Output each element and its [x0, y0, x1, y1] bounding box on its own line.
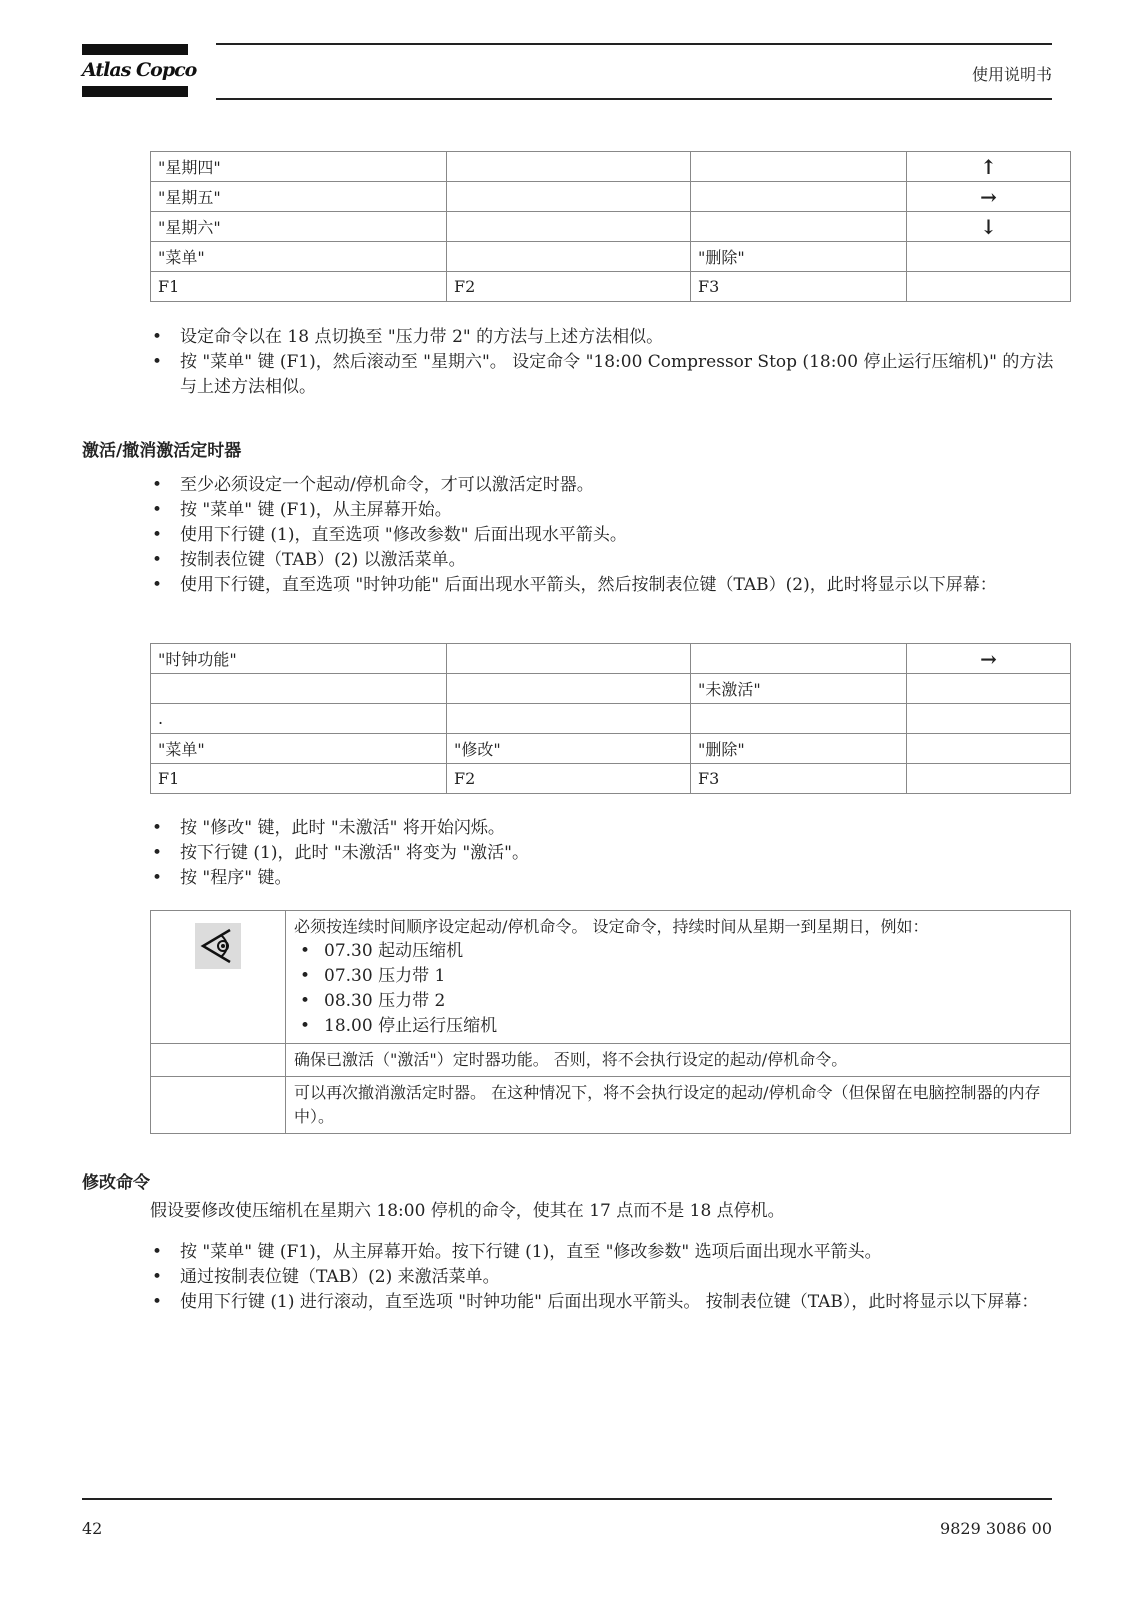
table-cell: F1	[151, 272, 447, 302]
note-row	[151, 911, 1071, 1044]
table-cell	[447, 644, 691, 674]
table-cell: "星期五"	[151, 182, 447, 212]
footer-rule	[82, 1498, 1052, 1500]
arrow-right-icon: →	[907, 644, 1071, 674]
table-row	[151, 152, 1071, 182]
table-cell	[691, 704, 907, 734]
arrow-right-icon: →	[907, 182, 1071, 212]
list-item: • 至少必须设定一个起动/停机命令，才可以激活定时器。	[150, 473, 1055, 498]
table-cell	[907, 242, 1071, 272]
bullet-list-2	[150, 473, 1055, 598]
table-row	[151, 644, 1071, 674]
table-cell: F3	[691, 764, 907, 794]
list-item: • 按下行键 (1)，此时 "未激活" 将变为 "激活"。	[150, 841, 1055, 866]
list-item: • 按 "修改" 键，此时 "未激活" 将开始闪烁。	[150, 816, 1055, 841]
list-item: • 按 "菜单" 键 (F1)，然后滚动至 "星期六"。 设定命令 "18:00 Compressor Stop (18:00 停止运行压缩机)" 的方法与上述方法相似。	[150, 350, 1055, 400]
table-cell: F2	[447, 272, 691, 302]
eye-note-icon-svg	[195, 923, 241, 969]
list-item: • 使用下行键 (1) 进行滚动，直至选项 "时钟功能" 后面出现水平箭头。 按制表位键（TAB），此时将显示以下屏幕：	[150, 1290, 1055, 1315]
page-number: 42	[82, 1519, 103, 1538]
table-row	[151, 764, 1071, 794]
table-cell: F3	[691, 272, 907, 302]
list-item: • 使用下行键，直至选项 "时钟功能" 后面出现水平箭头，然后按制表位键（TAB）(2)，此时将显示以下屏幕：	[150, 573, 1055, 598]
table-cell: "未激活"	[691, 674, 907, 704]
table-cell	[691, 182, 907, 212]
table-cell	[447, 242, 691, 272]
table-cell: "删除"	[691, 734, 907, 764]
logo-wordmark: Atlas Copco	[82, 59, 197, 81]
table-cell	[691, 152, 907, 182]
table-cell	[447, 674, 691, 704]
note-deactivation-info: 可以再次撤消激活定时器。 在这种情况下，将不会执行设定的起动/停机命令（但保留在电脑控制器的内存中）。	[286, 1077, 1071, 1134]
table-row	[151, 272, 1071, 302]
note-content	[286, 911, 1071, 1044]
table-cell	[907, 704, 1071, 734]
table-cell: "菜单"	[151, 734, 447, 764]
document-number: 9829 3086 00	[940, 1519, 1052, 1538]
header-rule-bottom	[216, 98, 1052, 100]
table-cell: F1	[151, 764, 447, 794]
table-cell: "修改"	[447, 734, 691, 764]
table-row	[151, 734, 1071, 764]
note-row	[151, 1077, 1071, 1134]
note-icon-cell	[151, 911, 286, 1044]
bullet-list-1	[150, 325, 1055, 400]
logo-bar-top	[82, 44, 188, 55]
table-cell	[907, 734, 1071, 764]
header-rule-top	[216, 43, 1052, 45]
table-cell	[907, 272, 1071, 302]
table-cell: "菜单"	[151, 242, 447, 272]
list-item: • 设定命令以在 18 点切换至 "压力带 2" 的方法与上述方法相似。	[150, 325, 1055, 350]
table-row	[151, 704, 1071, 734]
table-cell	[691, 644, 907, 674]
table-cell: "星期四"	[151, 152, 447, 182]
table-cell	[907, 764, 1071, 794]
table-cell: "时钟功能"	[151, 644, 447, 674]
table-cell: "删除"	[691, 242, 907, 272]
table-cell	[907, 674, 1071, 704]
bullet-list-3	[150, 816, 1055, 891]
table-row	[151, 182, 1071, 212]
list-item: • 使用下行键 (1)，直至选项 "修改参数" 后面出现水平箭头。	[150, 523, 1055, 548]
table-cell: F2	[447, 764, 691, 794]
note-row	[151, 1044, 1071, 1077]
table-cell	[691, 212, 907, 242]
section-heading-modify-command: 修改命令	[82, 1173, 150, 1193]
table-cell	[447, 152, 691, 182]
list-item: • 通过按制表位键（TAB）(2) 来激活菜单。	[150, 1265, 1055, 1290]
note-intro: 必须按连续时间顺序设定起动/停机命令。 设定命令，持续时间从星期一到星期日，例如：	[294, 917, 929, 936]
bullet-list-4	[150, 1240, 1055, 1315]
arrow-down-icon: ↓	[907, 212, 1071, 242]
table-cell	[151, 674, 447, 704]
list-item: • 按 "菜单" 键 (F1)，从主屏幕开始。按下行键 (1)，直至 "修改参数" 选项后面出现水平箭头。	[150, 1240, 1055, 1265]
list-item: • 18.00 停止运行压缩机	[294, 1014, 1062, 1039]
note-activation-warning: 确保已激活（"激活"）定时器功能。 否则，将不会执行设定的起动/停机命令。	[286, 1044, 1071, 1077]
table-row	[151, 674, 1071, 704]
eye-note-icon	[195, 923, 241, 969]
list-item: • 07.30 压力带 1	[294, 964, 1062, 989]
logo-bar-bottom	[82, 86, 188, 97]
table-cell	[447, 212, 691, 242]
note-empty-cell	[151, 1044, 286, 1077]
note-empty-cell	[151, 1077, 286, 1134]
table-cell	[447, 182, 691, 212]
note-example-list	[294, 939, 1062, 1039]
list-item: • 按 "程序" 键。	[150, 866, 1055, 891]
table-row	[151, 212, 1071, 242]
list-item: • 按 "菜单" 键 (F1)，从主屏幕开始。	[150, 498, 1055, 523]
paragraph: 假设要修改使压缩机在星期六 18:00 停机的命令，使其在 17 点而不是 18 点停机。	[150, 1201, 785, 1221]
document-title: 使用说明书	[971, 65, 1052, 84]
note-box	[150, 910, 1071, 1134]
list-item: • 按制表位键（TAB）(2) 以激活菜单。	[150, 548, 1055, 573]
atlas-copco-logo	[82, 44, 197, 97]
section-heading-timer-activation: 激活/撤消激活定时器	[82, 441, 242, 461]
list-item: • 07.30 起动压缩机	[294, 939, 1062, 964]
controller-screen-table-clock-function	[150, 643, 1071, 794]
table-row	[151, 242, 1071, 272]
list-item: • 08.30 压力带 2	[294, 989, 1062, 1014]
table-cell: "星期六"	[151, 212, 447, 242]
table-cell: .	[151, 704, 447, 734]
controller-screen-table-weekdays	[150, 151, 1071, 302]
arrow-up-icon: ↑	[907, 152, 1071, 182]
table-cell	[447, 704, 691, 734]
